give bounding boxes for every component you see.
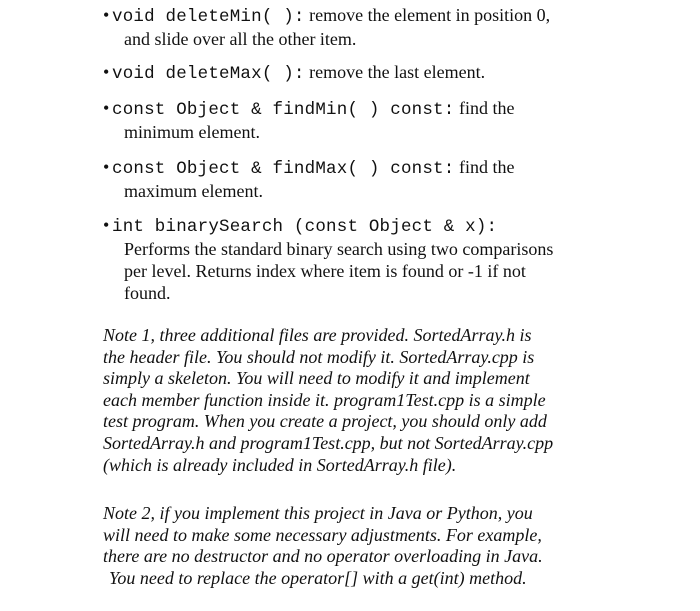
bullet-dot: • xyxy=(103,157,110,177)
method-description: remove the last element. xyxy=(304,62,486,82)
note-2-paragraph xyxy=(103,503,623,589)
bullet-delete-min xyxy=(103,4,663,50)
bullet-find-max xyxy=(103,156,663,202)
description-continuation: maximum element. xyxy=(124,181,263,201)
bullet-binary-search xyxy=(103,214,663,304)
note-1-paragraph xyxy=(103,325,623,476)
note-line: there are no destructor and no operator overloading in Java. xyxy=(103,546,543,567)
method-signature: int binarySearch (const Object & x): xyxy=(112,217,498,237)
bullet-head xyxy=(103,4,663,28)
bullet-find-min xyxy=(103,97,663,143)
method-signature: const Object & findMin( ) const: xyxy=(112,100,455,120)
note-line: SortedArray.h and program1Test.cpp, but not SortedArray.cpp xyxy=(103,432,554,453)
description-continuation: Performs the standard binary search using two comparisons xyxy=(124,239,554,259)
method-signature: void deleteMin( ): xyxy=(112,7,305,27)
note-line: You need to replace the operator[] with a get(int) method. xyxy=(109,567,527,588)
note-line: each member function inside it. program1Test.cpp is a simple xyxy=(103,389,546,410)
method-description: find the xyxy=(454,157,515,177)
note-line: simply a skeleton. You will need to modify it and implement xyxy=(103,368,530,389)
note-line: Note 2, if you implement this project in Java or Python, you xyxy=(103,503,533,523)
bullet-dot: • xyxy=(103,98,110,118)
method-description: remove the element in position 0, xyxy=(304,5,551,25)
description-continuation: per level. Returns index where item is found or -1 if not xyxy=(124,261,526,281)
note-line: Note 1, three additional files are provided. SortedArray.h is xyxy=(103,325,532,345)
method-signature: void deleteMax( ): xyxy=(112,64,305,84)
bullet-head xyxy=(103,214,663,238)
bullet-delete-max xyxy=(103,61,663,85)
bullet-head xyxy=(103,156,663,180)
bullet-head xyxy=(103,61,663,85)
note-line: will need to make some necessary adjustments. For example, xyxy=(103,524,542,545)
bullet-dot: • xyxy=(103,215,110,235)
method-signature: const Object & findMax( ) const: xyxy=(112,159,455,179)
bullet-dot: • xyxy=(103,5,110,25)
note-line: (which is already included in SortedArray.h file). xyxy=(103,454,457,475)
bullet-head xyxy=(103,97,663,121)
method-description: find the xyxy=(454,98,515,118)
description-continuation: found. xyxy=(124,283,171,303)
description-continuation: minimum element. xyxy=(124,122,260,142)
description-continuation: and slide over all the other item. xyxy=(124,29,357,49)
note-line: test program. When you create a project, you should only add xyxy=(103,411,547,432)
bullet-dot: • xyxy=(103,62,110,82)
note-line: the header file. You should not modify it. SortedArray.cpp is xyxy=(103,346,535,367)
